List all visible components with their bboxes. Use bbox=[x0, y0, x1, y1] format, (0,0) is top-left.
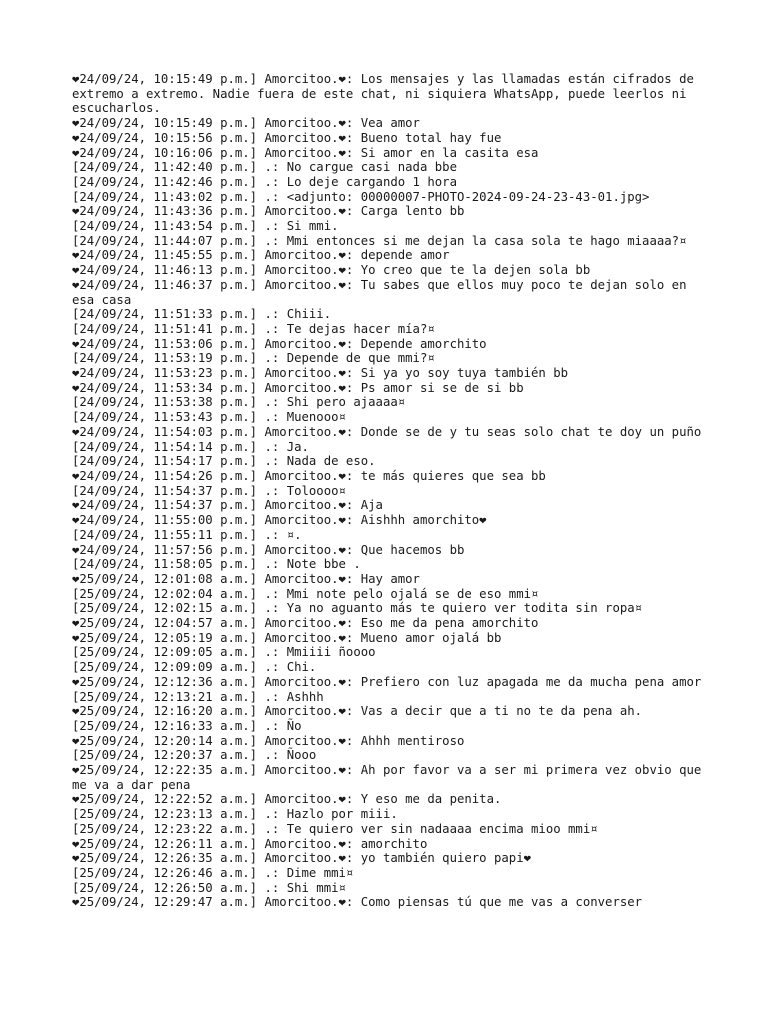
chat-line bbox=[72, 425, 702, 440]
chat-line-text: [24/09/24, 11:58:05 p.m.] .: Note bbe . bbox=[72, 557, 361, 572]
chat-line-text: [25/09/24, 12:23:13 a.m.] .: Hazlo por miii. bbox=[72, 807, 398, 822]
heart-icon: ❤ bbox=[72, 277, 80, 292]
chat-line-text: [25/09/24, 12:09:05 a.m.] .: Mmiiii ñoooo bbox=[72, 645, 376, 660]
chat-line-text: 25/09/24, 12:16:20 a.m.] Amorcitoo.❤: Vas a decir que a ti no te da pena ah. bbox=[79, 704, 643, 719]
chat-line-text: [24/09/24, 11:43:02 p.m.] .: <adjunto: 00000007-PHOTO-2024-09-24-23-43-01.jpg> bbox=[72, 189, 650, 204]
chat-line-text: [24/09/24, 11:54:17 p.m.] .: Nada de eso. bbox=[72, 454, 376, 469]
chat-line bbox=[72, 792, 702, 807]
heart-icon: ❤ bbox=[72, 380, 80, 395]
chat-line-text: 24/09/24, 11:43:36 p.m.] Amorcitoo.❤: Carga lento bb bbox=[79, 204, 465, 219]
chat-line bbox=[72, 807, 702, 822]
heart-icon: ❤ bbox=[72, 498, 80, 513]
chat-line bbox=[72, 895, 702, 910]
heart-icon: ❤ bbox=[72, 851, 80, 866]
chat-line-text: 25/09/24, 12:26:11 a.m.] Amorcitoo.❤: amorchito bbox=[79, 836, 428, 851]
heart-icon: ❤ bbox=[72, 571, 80, 586]
chat-line bbox=[72, 131, 702, 146]
chat-line bbox=[72, 837, 702, 852]
chat-line bbox=[72, 822, 702, 837]
chat-line-text: 25/09/24, 12:01:08 a.m.] Amorcitoo.❤: Hay amor bbox=[79, 571, 420, 586]
chat-line-text: 24/09/24, 11:54:26 p.m.] Amorcitoo.❤: te más quieres que sea bb bbox=[79, 468, 546, 483]
chat-line bbox=[72, 234, 702, 249]
heart-icon: ❤ bbox=[72, 72, 80, 86]
chat-line bbox=[72, 851, 702, 866]
chat-line bbox=[72, 278, 702, 307]
heart-icon: ❤ bbox=[72, 616, 80, 631]
chat-line-text: 24/09/24, 11:57:56 p.m.] Amorcitoo.❤: Que hacemos bb bbox=[79, 542, 465, 557]
chat-line-text: 25/09/24, 12:22:35 a.m.] Amorcitoo.❤: Ah por favor va a ser mi primera vez obvio que me va a dar pena bbox=[72, 763, 709, 792]
heart-icon: ❤ bbox=[72, 248, 80, 263]
heart-icon: ❤ bbox=[72, 704, 80, 719]
heart-icon: ❤ bbox=[72, 366, 80, 381]
chat-line bbox=[72, 866, 702, 881]
chat-line-text: 25/09/24, 12:29:47 a.m.] Amorcitoo.❤: Como piensas tú que me vas a converser bbox=[79, 895, 643, 910]
chat-line bbox=[72, 484, 702, 499]
chat-line bbox=[72, 572, 702, 587]
chat-line-text: [25/09/24, 12:26:46 a.m.] .: Dime mmi¤ bbox=[72, 865, 354, 880]
chat-line-text: [25/09/24, 12:09:09 a.m.] .: Chi. bbox=[72, 660, 317, 675]
chat-line-text: 25/09/24, 12:26:35 a.m.] Amorcitoo.❤: yo también quiero papi❤ bbox=[79, 851, 532, 866]
heart-icon: ❤ bbox=[72, 336, 80, 351]
chat-line bbox=[72, 160, 702, 175]
chat-line bbox=[72, 322, 702, 337]
chat-line bbox=[72, 660, 702, 675]
chat-line bbox=[72, 440, 702, 455]
chat-line-text: [25/09/24, 12:02:15 a.m.] .: Ya no aguanto más te quiero ver todita sin ropa¤ bbox=[72, 601, 643, 616]
chat-line bbox=[72, 146, 702, 161]
chat-line-text: [25/09/24, 12:16:33 a.m.] .: Ño bbox=[72, 718, 302, 733]
heart-icon: ❤ bbox=[72, 792, 80, 807]
heart-icon: ❤ bbox=[72, 424, 80, 439]
chat-line bbox=[72, 366, 702, 381]
chat-line bbox=[72, 454, 702, 469]
heart-icon: ❤ bbox=[72, 630, 80, 645]
heart-icon: ❤ bbox=[72, 542, 80, 557]
chat-line bbox=[72, 307, 702, 322]
heart-icon: ❤ bbox=[72, 468, 80, 483]
chat-line bbox=[72, 204, 702, 219]
chat-line bbox=[72, 734, 702, 749]
chat-line-text: [25/09/24, 12:02:04 a.m.] .: Mmi note pelo ojalá se de eso mmi¤ bbox=[72, 586, 539, 601]
chat-line bbox=[72, 748, 702, 763]
chat-line-text: 24/09/24, 10:16:06 p.m.] Amorcitoo.❤: Si amor en la casita esa bbox=[79, 145, 539, 160]
chat-line-text: 24/09/24, 11:54:03 p.m.] Amorcitoo.❤: Donde se de y tu seas solo chat te doy un puño bbox=[79, 424, 702, 439]
heart-icon: ❤ bbox=[72, 116, 80, 131]
chat-line bbox=[72, 631, 702, 646]
chat-line-text: [24/09/24, 11:53:19 p.m.] .: Depende de que mmi?¤ bbox=[72, 351, 435, 366]
chat-line-text: [24/09/24, 11:43:54 p.m.] .: Si mmi. bbox=[72, 219, 339, 234]
chat-line-text: [24/09/24, 11:55:11 p.m.] .: ¤. bbox=[72, 527, 302, 542]
chat-line-text: 25/09/24, 12:12:36 a.m.] Amorcitoo.❤: Prefiero con luz apagada me da mucha pena amor bbox=[79, 674, 702, 689]
chat-line-text: [25/09/24, 12:26:50 a.m.] .: Shi mmi¤ bbox=[72, 880, 346, 895]
chat-line-text: [25/09/24, 12:20:37 a.m.] .: Ñooo bbox=[72, 748, 317, 763]
heart-icon: ❤ bbox=[72, 513, 80, 528]
chat-line bbox=[72, 557, 702, 572]
chat-line bbox=[72, 719, 702, 734]
chat-line bbox=[72, 72, 702, 116]
chat-line-text: [24/09/24, 11:54:14 p.m.] .: Ja. bbox=[72, 439, 309, 454]
heart-icon: ❤ bbox=[72, 204, 80, 219]
chat-line bbox=[72, 175, 702, 190]
chat-line bbox=[72, 351, 702, 366]
chat-line-text: 24/09/24, 10:15:49 p.m.] Amorcitoo.❤: Vea amor bbox=[79, 116, 420, 131]
chat-line-text: [24/09/24, 11:51:41 p.m.] .: Te dejas hacer mía?¤ bbox=[72, 321, 435, 336]
heart-icon: ❤ bbox=[72, 674, 80, 689]
chat-line-text: 24/09/24, 11:55:00 p.m.] Amorcitoo.❤: Aishhh amorchito❤ bbox=[79, 513, 487, 528]
chat-line bbox=[72, 513, 702, 528]
chat-line bbox=[72, 410, 702, 425]
chat-line bbox=[72, 645, 702, 660]
chat-line bbox=[72, 337, 702, 352]
chat-line-text: 24/09/24, 11:46:37 p.m.] Amorcitoo.❤: Tu sabes que ellos muy poco te dejan solo en esa casa bbox=[72, 277, 694, 307]
chat-line-text: 24/09/24, 10:15:56 p.m.] Amorcitoo.❤: Bueno total hay fue bbox=[79, 130, 502, 145]
chat-line bbox=[72, 381, 702, 396]
chat-line bbox=[72, 498, 702, 513]
chat-line-text: [24/09/24, 11:42:40 p.m.] .: No cargue casi nada bbe bbox=[72, 160, 457, 175]
heart-icon: ❤ bbox=[72, 263, 80, 278]
chat-line bbox=[72, 616, 702, 631]
heart-icon: ❤ bbox=[72, 733, 80, 748]
chat-line bbox=[72, 763, 709, 792]
chat-line bbox=[72, 263, 702, 278]
chat-line-text: 25/09/24, 12:22:52 a.m.] Amorcitoo.❤: Y eso me da penita. bbox=[79, 792, 502, 807]
chat-line-text: 24/09/24, 11:53:34 p.m.] Amorcitoo.❤: Ps amor si se de si bb bbox=[79, 380, 524, 395]
chat-line bbox=[72, 690, 702, 705]
chat-line bbox=[72, 601, 702, 616]
chat-line bbox=[72, 675, 702, 690]
chat-line bbox=[72, 395, 702, 410]
chat-line-text: [24/09/24, 11:51:33 p.m.] .: Chiii. bbox=[72, 307, 332, 322]
chat-line-text: [25/09/24, 12:23:22 a.m.] .: Te quiero ver sin nadaaaa encima mioo mmi¤ bbox=[72, 821, 598, 836]
chat-line-text: 24/09/24, 11:53:23 p.m.] Amorcitoo.❤: Si ya yo soy tuya también bb bbox=[79, 366, 569, 381]
heart-icon: ❤ bbox=[72, 763, 80, 778]
chat-line bbox=[72, 543, 702, 558]
chat-line-text: [24/09/24, 11:53:43 p.m.] .: Muenooo¤ bbox=[72, 410, 346, 425]
chat-line bbox=[72, 587, 702, 602]
chat-line-text: 24/09/24, 11:45:55 p.m.] Amorcitoo.❤: depende amor bbox=[79, 248, 450, 263]
chat-line-text: 24/09/24, 11:53:06 p.m.] Amorcitoo.❤: Depende amorchito bbox=[79, 336, 487, 351]
chat-line bbox=[72, 248, 702, 263]
chat-line bbox=[72, 116, 702, 131]
chat-line-text: 25/09/24, 12:20:14 a.m.] Amorcitoo.❤: Ahhh mentiroso bbox=[79, 733, 465, 748]
chat-line-text: 24/09/24, 11:46:13 p.m.] Amorcitoo.❤: Yo creo que te la dejen sola bb bbox=[79, 263, 591, 278]
heart-icon: ❤ bbox=[72, 145, 80, 160]
chat-line-text: [24/09/24, 11:44:07 p.m.] .: Mmi entonces si me dejan la casa sola te hago miaaaa?¤ bbox=[72, 233, 687, 248]
chat-line bbox=[72, 469, 702, 484]
heart-icon: ❤ bbox=[72, 130, 80, 145]
chat-line-text: [24/09/24, 11:42:46 p.m.] .: Lo deje cargando 1 hora bbox=[72, 174, 457, 189]
chat-line-text: [25/09/24, 12:13:21 a.m.] .: Ashhh bbox=[72, 689, 324, 704]
chat-line-text: [24/09/24, 11:54:37 p.m.] .: Toloooo¤ bbox=[72, 483, 346, 498]
heart-icon: ❤ bbox=[72, 836, 80, 851]
chat-line bbox=[72, 704, 702, 719]
heart-icon: ❤ bbox=[72, 895, 80, 910]
chat-transcript bbox=[72, 72, 709, 910]
chat-line-text: 24/09/24, 10:15:49 p.m.] Amorcitoo.❤: Los mensajes y las llamadas están cifrados de extremo a extremo. Nadie fuera de este chat, ni siquiera WhatsApp, puede leerlos ni escucharlos. bbox=[72, 72, 702, 116]
chat-line bbox=[72, 881, 702, 896]
chat-line-text: 25/09/24, 12:04:57 a.m.] Amorcitoo.❤: Eso me da pena amorchito bbox=[79, 616, 539, 631]
chat-line bbox=[72, 528, 702, 543]
chat-line-text: 25/09/24, 12:05:19 a.m.] Amorcitoo.❤: Mueno amor ojalá bb bbox=[79, 630, 502, 645]
chat-line bbox=[72, 190, 702, 205]
chat-line-text: 24/09/24, 11:54:37 p.m.] Amorcitoo.❤: Aja bbox=[79, 498, 383, 513]
chat-line bbox=[72, 219, 702, 234]
chat-line-text: [24/09/24, 11:53:38 p.m.] .: Shi pero ajaaaa¤ bbox=[72, 395, 406, 410]
